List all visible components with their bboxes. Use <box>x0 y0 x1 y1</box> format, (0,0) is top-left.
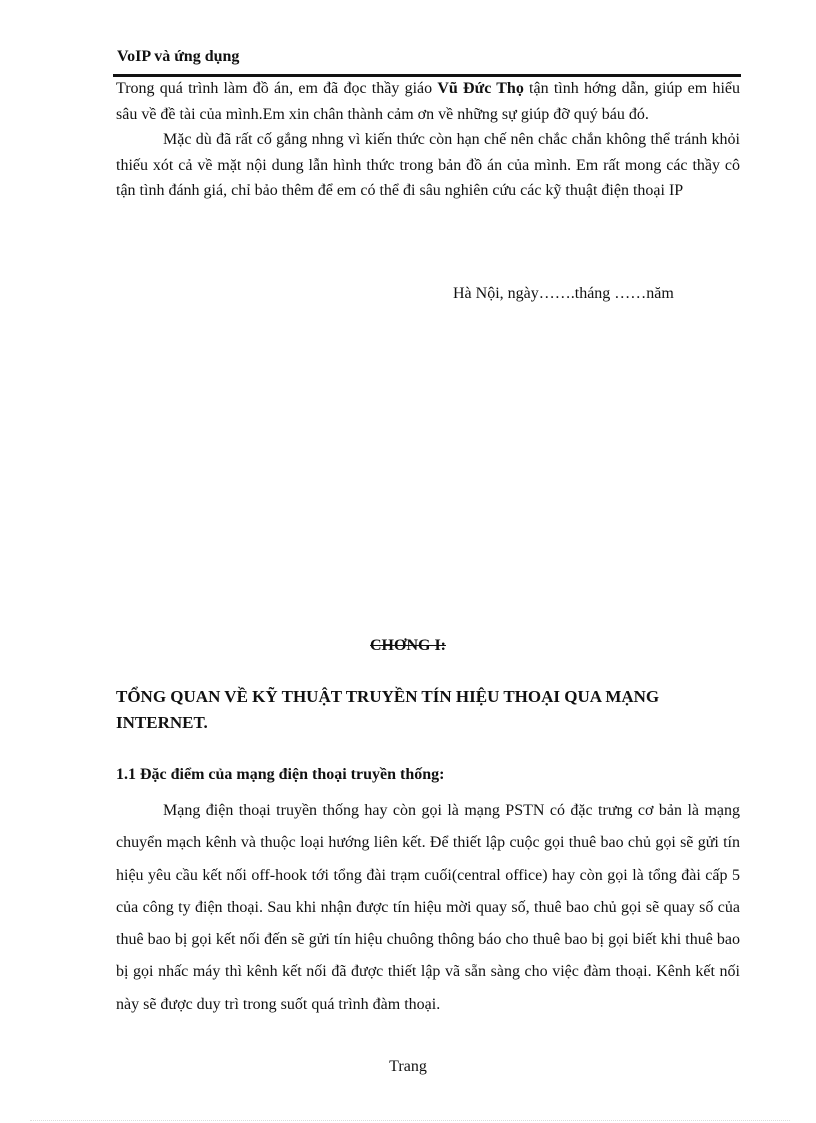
section-paragraph: Mạng điện thoại truyền thống hay còn gọi là mạng PSTN có đặc trưng cơ bản là mạng chuyển mạch kênh và thuộc loại hướng liên kết. Để thiết lập cuộc gọi thuê bao chủ gọi sẽ gửi tín hiệu yêu cầu kết nối off-hook tới tổng đài trạm cuối(central office) hay còn gọi là tổng đài cấp 5 của công ty điện thoại. Sau khi nhận được tín hiệu mời quay số, thuê bao chủ gọi sẽ quay số của thuê bao bị gọi kết nối đến sẽ gửi tín hiệu chuông thông báo cho thuê bao bị gọi biết khi thuê bao bị gọi nhấc máy thì kênh kết nối đã được thiết lập vã sẵn sàng cho việc đàm thoại. Kênh kết nối này sẽ được duy trì trong suốt quá trình đàm thoại. <box>116 802 740 1013</box>
chapter-label: CHƠNG I: <box>370 637 446 654</box>
acknowledgement-paragraph-2: Mặc dù đã rất cố gắng nhng vì kiến thức còn hạn chế nên chắc chắn không thể tránh khỏi thiếu xót cả về mặt nội dung lẫn hình thức trong bản đồ án của mình. Em rất mong các thầy cô tận tình đánh giá, chỉ bảo thêm để em có thể đi sâu nghiên cứu các kỹ thuật điện thoại IP <box>116 131 740 199</box>
page-bottom-edge <box>30 1120 790 1121</box>
header-title: VoIP và ứng dụng <box>117 48 240 65</box>
section-heading: 1.1 Đặc điểm của mạng điện thoại truyền thống: <box>116 766 445 783</box>
page-footer: Trang <box>389 1058 427 1075</box>
acknowledgement-section <box>116 76 740 204</box>
signature-date-line: Hà Nội, ngày…….tháng ……năm <box>453 285 674 302</box>
acknowledgement-text-end: tận tình hớng dẫn, giúp em hiểu sâu về đề tài của mình.Em xin chân thành cảm ơn về những sự giúp đỡ quý báu đó. <box>116 80 740 123</box>
acknowledgement-paragraph-1 <box>116 76 740 127</box>
acknowledgement-text-start: Trong quá trình làm đồ án, em đã đọc thầy giáo <box>116 80 438 97</box>
supervisor-name: Vũ Đức Thọ <box>437 80 524 97</box>
chapter-title: TỔNG QUAN VỀ KỸ THUẬT TRUYỀN TÍN HIỆU THOẠI QUA MẠNG INTERNET. <box>116 687 660 732</box>
